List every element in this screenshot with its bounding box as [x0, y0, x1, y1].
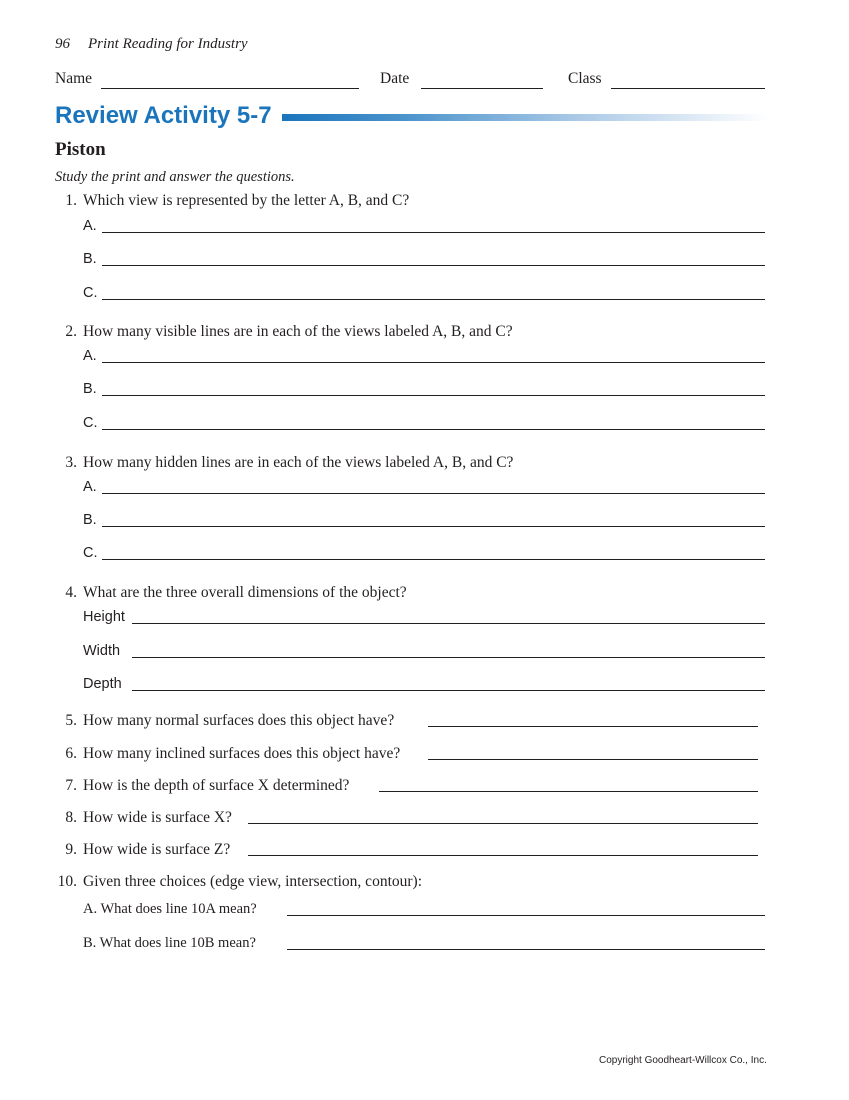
question-text: Which view is represented by the letter A, B, and C?	[83, 192, 410, 209]
date-label: Date	[380, 70, 410, 87]
title-rule	[282, 114, 768, 121]
answer-line-1c[interactable]	[102, 299, 765, 300]
answer-label-3b: B.	[83, 512, 97, 528]
question-number: 10.	[57, 873, 77, 890]
question-number: 4.	[65, 584, 77, 601]
answer-label-1a: A.	[83, 218, 97, 234]
question-number: 3.	[65, 454, 77, 471]
answer-label-3a: A.	[83, 479, 97, 495]
answer-line-depth[interactable]	[132, 690, 765, 691]
question-text: Given three choices (edge view, intersection, contour):	[83, 873, 423, 890]
question-text: What are the three overall dimensions of the object?	[83, 584, 407, 601]
answer-line-8[interactable]	[248, 823, 758, 824]
answer-label-1b: B.	[83, 251, 97, 267]
answer-line-1a[interactable]	[102, 232, 765, 233]
page-number: 96	[55, 36, 70, 52]
question-text: How many hidden lines are in each of the views labeled A, B, and C?	[83, 454, 514, 471]
answer-line-10b[interactable]	[287, 949, 765, 950]
question-number: 2.	[65, 323, 77, 340]
question-number: 7.	[65, 777, 77, 794]
name-label: Name	[55, 70, 93, 87]
answer-label-height: Height	[83, 609, 125, 625]
answer-label-2a: A.	[83, 348, 97, 364]
answer-line-2a[interactable]	[102, 362, 765, 363]
answer-line-width[interactable]	[132, 657, 765, 658]
copyright-notice: Copyright Goodheart-Willcox Co., Inc.	[599, 1055, 767, 1066]
running-head	[55, 36, 248, 53]
class-field[interactable]	[611, 88, 765, 89]
answer-line-9[interactable]	[248, 855, 758, 856]
answer-label-1c: C.	[83, 285, 98, 301]
book-title: Print Reading for Industry	[88, 36, 248, 52]
answer-label-10b: B. What does line 10B mean?	[83, 935, 256, 951]
answer-label-3c: C.	[83, 545, 98, 561]
answer-line-2c[interactable]	[102, 429, 765, 430]
question-text: How many normal surfaces does this object have?	[83, 712, 395, 729]
answer-label-10a: A. What does line 10A mean?	[83, 901, 257, 917]
instructions: Study the print and answer the questions.	[55, 169, 295, 185]
question-number: 8.	[65, 809, 77, 826]
answer-label-2c: C.	[83, 415, 98, 431]
section-subtitle: Piston	[55, 139, 106, 160]
class-label: Class	[568, 70, 602, 87]
question-text: How wide is surface X?	[83, 809, 232, 826]
answer-line-3b[interactable]	[102, 526, 765, 527]
question-text: How wide is surface Z?	[83, 841, 231, 858]
question-text: How many visible lines are in each of the views labeled A, B, and C?	[83, 323, 513, 340]
name-field[interactable]	[101, 88, 359, 89]
answer-line-5[interactable]	[428, 726, 758, 727]
question-text: How many inclined surfaces does this object have?	[83, 745, 401, 762]
answer-label-2b: B.	[83, 381, 97, 397]
date-field[interactable]	[421, 88, 543, 89]
question-number: 5.	[65, 712, 77, 729]
page-title: Review Activity 5-7	[55, 102, 272, 129]
answer-line-3c[interactable]	[102, 559, 765, 560]
question-number: 6.	[65, 745, 77, 762]
answer-line-6[interactable]	[428, 759, 758, 760]
answer-line-height[interactable]	[132, 623, 765, 624]
answer-label-width: Width	[83, 643, 121, 659]
question-number: 9.	[65, 841, 77, 858]
question-number: 1.	[65, 192, 77, 209]
answer-line-7[interactable]	[379, 791, 758, 792]
answer-line-2b[interactable]	[102, 395, 765, 396]
answer-line-10a[interactable]	[287, 915, 765, 916]
answer-line-3a[interactable]	[102, 493, 765, 494]
answer-line-1b[interactable]	[102, 265, 765, 266]
answer-label-depth: Depth	[83, 676, 122, 692]
question-text: How is the depth of surface X determined?	[83, 777, 350, 794]
